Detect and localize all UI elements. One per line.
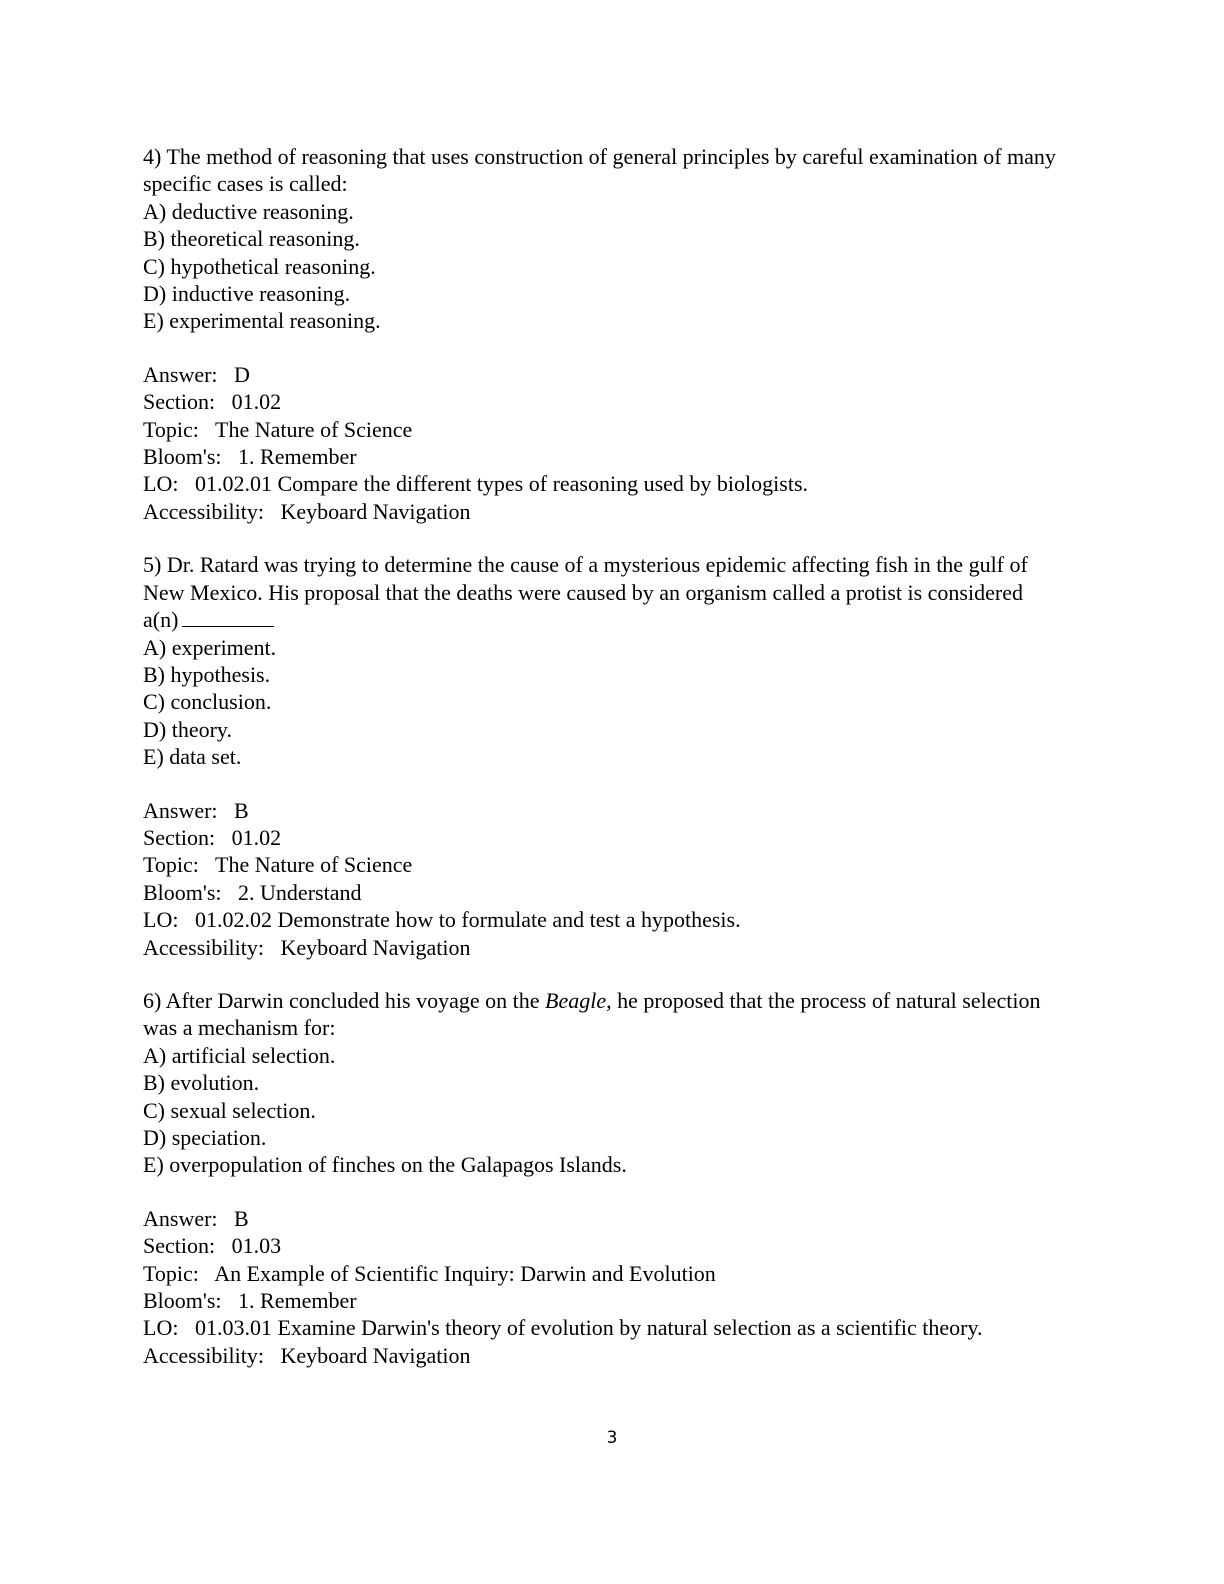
answer-value: B <box>234 1205 249 1231</box>
question-stem <box>143 143 1063 198</box>
topic-value: The Nature of Science <box>215 416 413 442</box>
topic-value: The Nature of Science <box>215 852 413 878</box>
question-metadata <box>143 361 1063 525</box>
blooms-value: 2. Understand <box>238 879 362 905</box>
answer-line <box>143 361 1063 388</box>
question-text: Dr. Ratard was trying to determine the cause of a mysterious epidemic affecting fish in the gulf of New Mexico. His proposal that the deaths were caused by an organism called a protist is considered a(n) <box>143 552 1034 633</box>
accessibility-label: Accessibility: <box>143 498 264 524</box>
fill-in-blank <box>182 608 274 627</box>
option-a: A) artificial selection. <box>143 1042 336 1068</box>
lo-label: LO: <box>143 907 179 933</box>
question-text: After Darwin concluded his voyage on the <box>165 987 540 1013</box>
blooms-label: Bloom's: <box>143 1288 222 1314</box>
accessibility-value: Keyboard Navigation <box>280 1342 471 1368</box>
topic-label: Topic: <box>143 1260 199 1286</box>
section-line <box>143 824 1063 851</box>
lo-value: 01.03.01 Examine Darwin's theory of evolution by natural selection as a scientific theory. <box>194 1315 983 1341</box>
topic-line <box>143 851 1063 878</box>
option-d: D) speciation. <box>143 1125 267 1150</box>
section-label: Section: <box>143 1233 216 1259</box>
option-a: A) experiment. <box>143 634 277 660</box>
blooms-value: 1. Remember <box>238 444 357 470</box>
option-d: D) theory. <box>143 716 232 742</box>
section-line <box>143 1232 1063 1259</box>
answer-options <box>143 1042 1063 1179</box>
question-list <box>143 143 1063 1395</box>
option-b: B) theoretical reasoning. <box>143 226 360 252</box>
page-number: 3 <box>606 1428 618 1448</box>
section-label: Section: <box>143 824 216 850</box>
accessibility-value: Keyboard Navigation <box>280 498 471 524</box>
section-label: Section: <box>143 389 216 415</box>
question-number: 5) <box>143 552 162 578</box>
lo-line <box>143 470 1063 497</box>
accessibility-line <box>143 934 1063 961</box>
accessibility-line <box>143 1342 1063 1369</box>
ship-name: Beagle <box>545 987 607 1013</box>
answer-value: B <box>234 797 249 823</box>
lo-value: 01.02.02 Demonstrate how to formulate and test a hypothesis. <box>194 907 741 933</box>
question-text-continued: , he proposed that the process of natural selection was a mechanism for: <box>143 987 1046 1041</box>
topic-line <box>143 416 1063 443</box>
question-stem <box>143 987 1063 1042</box>
topic-line <box>143 1260 1063 1287</box>
section-line <box>143 388 1063 415</box>
accessibility-line <box>143 498 1063 525</box>
accessibility-value: Keyboard Navigation <box>280 934 471 960</box>
answer-line <box>143 1205 1063 1232</box>
section-value: 01.03 <box>231 1233 282 1259</box>
question-4 <box>143 143 1063 525</box>
topic-label: Topic: <box>143 416 199 442</box>
lo-label: LO: <box>143 1315 179 1341</box>
answer-options <box>143 634 1063 771</box>
topic-label: Topic: <box>143 852 199 878</box>
question-number: 4) <box>143 144 162 169</box>
option-e: E) data set. <box>143 744 242 770</box>
answer-value: D <box>234 361 250 387</box>
question-metadata <box>143 1205 1063 1369</box>
blooms-line <box>143 879 1063 906</box>
option-e: E) experimental reasoning. <box>143 308 381 334</box>
question-text: The method of reasoning that uses construction of general principles by careful examination of many specific cases is called: <box>143 144 1062 197</box>
answer-label: Answer: <box>143 1205 218 1231</box>
question-metadata <box>143 797 1063 961</box>
option-c: C) hypothetical reasoning. <box>143 253 376 279</box>
option-a: A) deductive reasoning. <box>143 198 354 224</box>
option-b: B) hypothesis. <box>143 661 271 687</box>
answer-label: Answer: <box>143 797 218 823</box>
lo-line <box>143 906 1063 933</box>
answer-line <box>143 797 1063 824</box>
question-number: 6) <box>143 987 162 1013</box>
answer-label: Answer: <box>143 361 218 387</box>
option-d: D) inductive reasoning. <box>143 281 351 307</box>
section-value: 01.02 <box>231 824 282 850</box>
question-stem <box>143 551 1063 633</box>
accessibility-label: Accessibility: <box>143 1342 264 1368</box>
option-c: C) sexual selection. <box>143 1097 316 1123</box>
question-6 <box>143 987 1063 1369</box>
blooms-line <box>143 443 1063 470</box>
option-c: C) conclusion. <box>143 689 272 715</box>
lo-value: 01.02.01 Compare the different types of reasoning used by biologists. <box>194 471 808 497</box>
lo-line <box>143 1314 1063 1341</box>
blooms-value: 1. Remember <box>238 1288 357 1314</box>
option-b: B) evolution. <box>143 1070 260 1096</box>
question-5 <box>143 551 1063 961</box>
blooms-label: Bloom's: <box>143 879 222 905</box>
lo-label: LO: <box>143 471 179 497</box>
answer-options <box>143 198 1063 335</box>
blooms-line <box>143 1287 1063 1314</box>
section-value: 01.02 <box>231 389 282 415</box>
option-e: E) overpopulation of finches on the Galapagos Islands. <box>143 1152 627 1178</box>
accessibility-label: Accessibility: <box>143 934 264 960</box>
topic-value: An Example of Scientific Inquiry: Darwin and Evolution <box>214 1260 716 1286</box>
blooms-label: Bloom's: <box>143 444 222 470</box>
